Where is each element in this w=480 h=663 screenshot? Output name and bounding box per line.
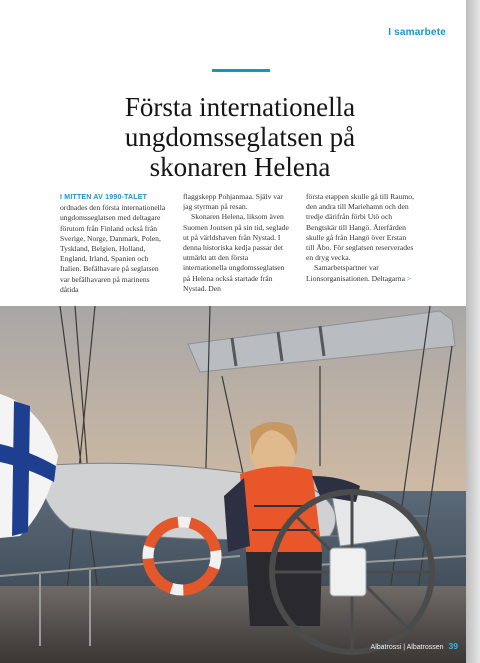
column-1 bbox=[60, 192, 168, 295]
winch bbox=[330, 548, 366, 596]
article-body bbox=[60, 192, 422, 302]
column-2-paragraph-1: flaggskepp Pohjanmaa. Själv var jag styrman på resan. bbox=[183, 192, 283, 212]
column-2 bbox=[183, 192, 291, 294]
title-line-2: ungdomsseglatsen på bbox=[124, 122, 356, 152]
page-edge-shadow bbox=[466, 0, 480, 663]
section-tag: I samarbete bbox=[388, 27, 446, 38]
page-number: 39 bbox=[448, 641, 458, 651]
column-3-paragraph-1: första etappen skulle gå till Raumo, den andra till Mariehamn och den tredje därifrån förbi Utö och Bengtskär till Hangö. Återfärden skulle gå från Hangö över Erstan till Åbo. För seglatsen reserverades en dryg vecka. bbox=[306, 192, 414, 263]
article-photo bbox=[0, 306, 466, 663]
title-rule bbox=[212, 69, 270, 72]
column-2-paragraph-2: Skonaren Helena, liksom även Suomen Joutsen på sin tid, seglade ut på världshaven från Nystad. I denna historiska kedja passar det utmärkt att den första internationella ungdomsseglatsen på Helena också startade från Nystad. Den bbox=[183, 212, 289, 293]
continue-arrow-icon: > bbox=[406, 273, 412, 283]
column-1-paragraph-1: ordnades den första internationella ungdomsseglatsen med deltagare förutom från Finland också från Sverige, Norge, Danmark, Polen, Tyskland, Belgien, Holland, England, Irland, Spanien och Italien. Befälhavare på seglatsen var befälhavaren på marinens dåtida bbox=[60, 203, 166, 294]
title-line-1: Första internationella bbox=[124, 92, 356, 122]
article-title bbox=[40, 92, 440, 182]
page-footer bbox=[371, 641, 458, 651]
life-jacket bbox=[240, 466, 322, 557]
publication-name: Albatrossi | Albatrossen bbox=[370, 644, 444, 651]
deck bbox=[0, 586, 466, 663]
column-3 bbox=[306, 192, 414, 284]
sailing-photo-illustration bbox=[0, 306, 466, 663]
title-line-3: skonaren Helena bbox=[149, 152, 331, 182]
lead-in: I MITTEN AV 1990-TALET bbox=[60, 194, 148, 201]
column-3-paragraph-2: Samarbetspartner var Lionsorganisationen. Deltagarna bbox=[306, 263, 405, 283]
